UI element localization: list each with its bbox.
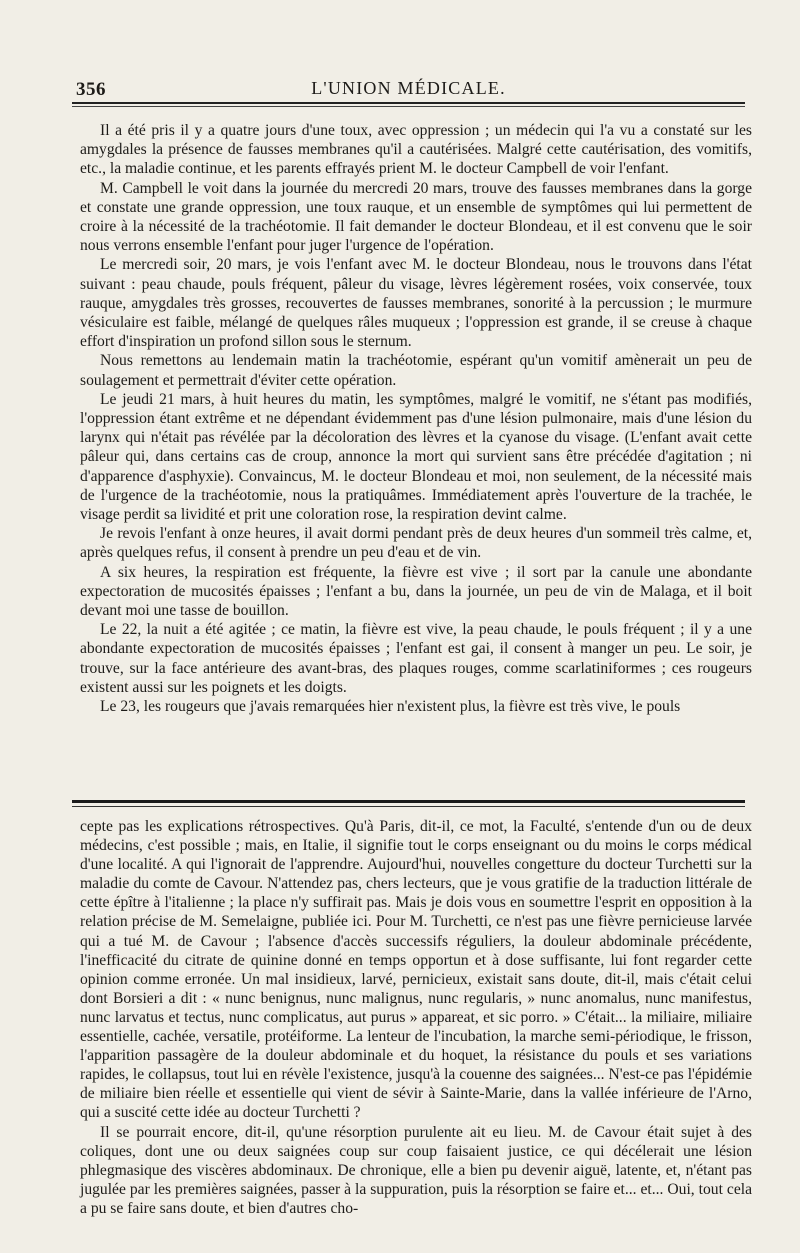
paragraph: Le mercredi soir, 20 mars, je vois l'enfant avec M. le docteur Blondeau, nous le trouvons dans l'état suivant : peau chaude, pouls fréquent, pâleur du visage, lèvres légèrement rosées, voix conservée, toux rauque, amygdales très grosses, recouvertes de fausses membranes, sonorité à la percussion ; le murmure vésiculaire est faible, mélangé de quelques râles muqueux ; l'oppression est grande, il se creuse à chaque effort d'inspiration un profond sillon sous le sternum. bbox=[80, 256, 752, 351]
paragraph: cepte pas les explications rétrospectives. Qu'à Paris, dit-il, ce mot, la Faculté, s'entende d'un ou de deux médecins, c'est possible ; mais, en Italie, il signifie tout le corps enseignant ou du moins le corps médical d'une localité. A qui l'ignorait de l'apprendre. Aujourd'hui, nouvelles congetture du docteur Turchetti sur la maladie du comte de Cavour. N'attendez pas, chers lecteurs, que je vous gratifie de la traduction littérale de cette épître à l'italienne ; la place n'y suffirait pas. Mais je dois vous en soumettre l'esprit en opposition à la relation précise de M. Semelaigne, publiée ici. Pour M. Turchetti, ce n'est pas une fièvre pernicieuse larvée qui a tué M. de Cavour ; l'absence d'accès successifs réguliers, la douleur abdominale précédente, l'inefficacité du citrate de quinine donné en temps opportun et à dose suffisante, lui font regarder cette opinion comme erronée. Un mal insidieux, larvé, pernicieux, existait sans doute, dit-il, mais c'était celui dont Borsieri a dit : « nunc benignus, nunc malignus, nunc regularis, » nunc anomalus, nunc manifestus, nunc larvatus et tectus, nunc complicatus, aut purus » appareat, et sic porro. » C'était... la miliaire, miliaire essentielle, cachée, versatile, protéiforme. La lenteur de l'incubation, la marche semi-périodique, le frisson, l'apparition passagère de la douleur abdominale et du hoquet, la résistance du pouls et ses variations rapides, le collapsus, tout lui en révèle l'existence, jusqu'à la couenne des saignées... N'est-ce pas l'épidémie de miliaire bien réelle et essentielle qui vient de sévir à Sainte-Marie, dans la vallée inférieure de l'Arno, qui a suscité cette idée au docteur Turchetti ? bbox=[80, 818, 752, 1122]
paragraph: Je revois l'enfant à onze heures, il avait dormi pendant près de deux heures d'un sommeil très calme, et, après quelques refus, il consent à prendre un peu d'eau et de vin. bbox=[80, 525, 752, 562]
page-header bbox=[72, 76, 745, 100]
paragraph: Le 23, les rougeurs que j'avais remarquées hier n'existent plus, la fièvre est très vive, le pouls bbox=[100, 698, 681, 716]
case-report-column bbox=[80, 121, 752, 716]
paragraph: Il a été pris il y a quatre jours d'une toux, avec oppression ; un médecin qui l'a vu a constaté sur les amygdales la présence de fausses membranes qu'il a cautérisées. Malgré cette cautérisation, des vomitifs, etc., la maladie continue, et les parents effrayés prient M. le docteur Campbell de voir l'enfant. bbox=[80, 122, 752, 178]
journal-title: L'UNION MÉDICALE. bbox=[311, 78, 506, 98]
page-number: 356 bbox=[76, 79, 106, 100]
paragraph: Le 22, la nuit a été agitée ; ce matin, la fièvre est vive, la peau chaude, le pouls fréquent ; il y a une abondante expectoration de mucosités épaisses ; l'enfant est gai, il consent à manger un peu. Le soir, je trouve, sur la face antérieure des avant-bras, des plaques rouges, comme scarlatiniformes ; ces rougeurs existent aussi sur les poignets et les doigts. bbox=[80, 621, 752, 696]
paragraph: M. Campbell le voit dans la journée du mercredi 20 mars, trouve des fausses membranes dans la gorge et constate une grande oppression, une toux rauque, et un ensemble de symptômes qui lui permettent de croire à la nécessité de la trachéotomie. Il fait demander le docteur Blondeau, et il est convenu que le soir nous verrons ensemble l'enfant pour juger l'urgence de l'opération. bbox=[80, 179, 752, 255]
paragraph: Le jeudi 21 mars, à huit heures du matin, les symptômes, malgré le vomitif, ne s'étant pas modifiés, l'oppression étant extrême et ne dépendant évidemment pas d'une lésion pulmonaire, mais d'une lésion du larynx qui n'était pas révélée par la décoloration des lèvres et la cyanose du visage. (L'enfant avait cette pâleur qui, dans certains cas de croup, annonce la mort qui survient sans être précédée d'agitation ; ni d'apparence d'asphyxie). Convaincus, M. le docteur Blondeau et moi, non seulement, de la nécessité mais de l'urgence de la trachéotomie, nous la pratiquâmes. Immédiatement après l'ouverture de la trachée, le visage perdit sa lividité et prit une coloration rose, la respiration devint calme. bbox=[80, 390, 752, 524]
paragraph: A six heures, la respiration est fréquente, la fièvre est vive ; il sort par la canule une abondante expectoration de mucosités épaisses ; l'enfant a bu, dans la journée, un peu de vin de Malaga, et il boit devant moi une tasse de bouillon. bbox=[80, 563, 752, 620]
feuilleton-column bbox=[80, 817, 752, 1218]
feuilleton-separator bbox=[72, 800, 745, 803]
feuilleton-separator-thin bbox=[72, 806, 745, 807]
header-rule-thin bbox=[72, 106, 745, 107]
paragraph: Nous remettons au lendemain matin la trachéotomie, espérant qu'un vomitif amènerait un peu de soulagement et permettrait d'éviter cette opération. bbox=[80, 352, 752, 389]
paragraph: Il se pourrait encore, dit-il, qu'une résorption purulente ait eu lieu. M. de Cavour était sujet à des coliques, dont une ou deux saignées coup sur coup faisaient justice, ce qui décélerait une lésion phlegmasique des viscères abdominaux. De chronique, elle a bien pu devenir aiguë, latente, et, n'étant pas jugulée par les premières saignées, passer à la suppuration, puis la résorption se faire et... et... Oui, tout cela a pu se faire sans doute, et bien d'autres cho- bbox=[80, 1123, 752, 1217]
header-rule bbox=[72, 102, 745, 104]
